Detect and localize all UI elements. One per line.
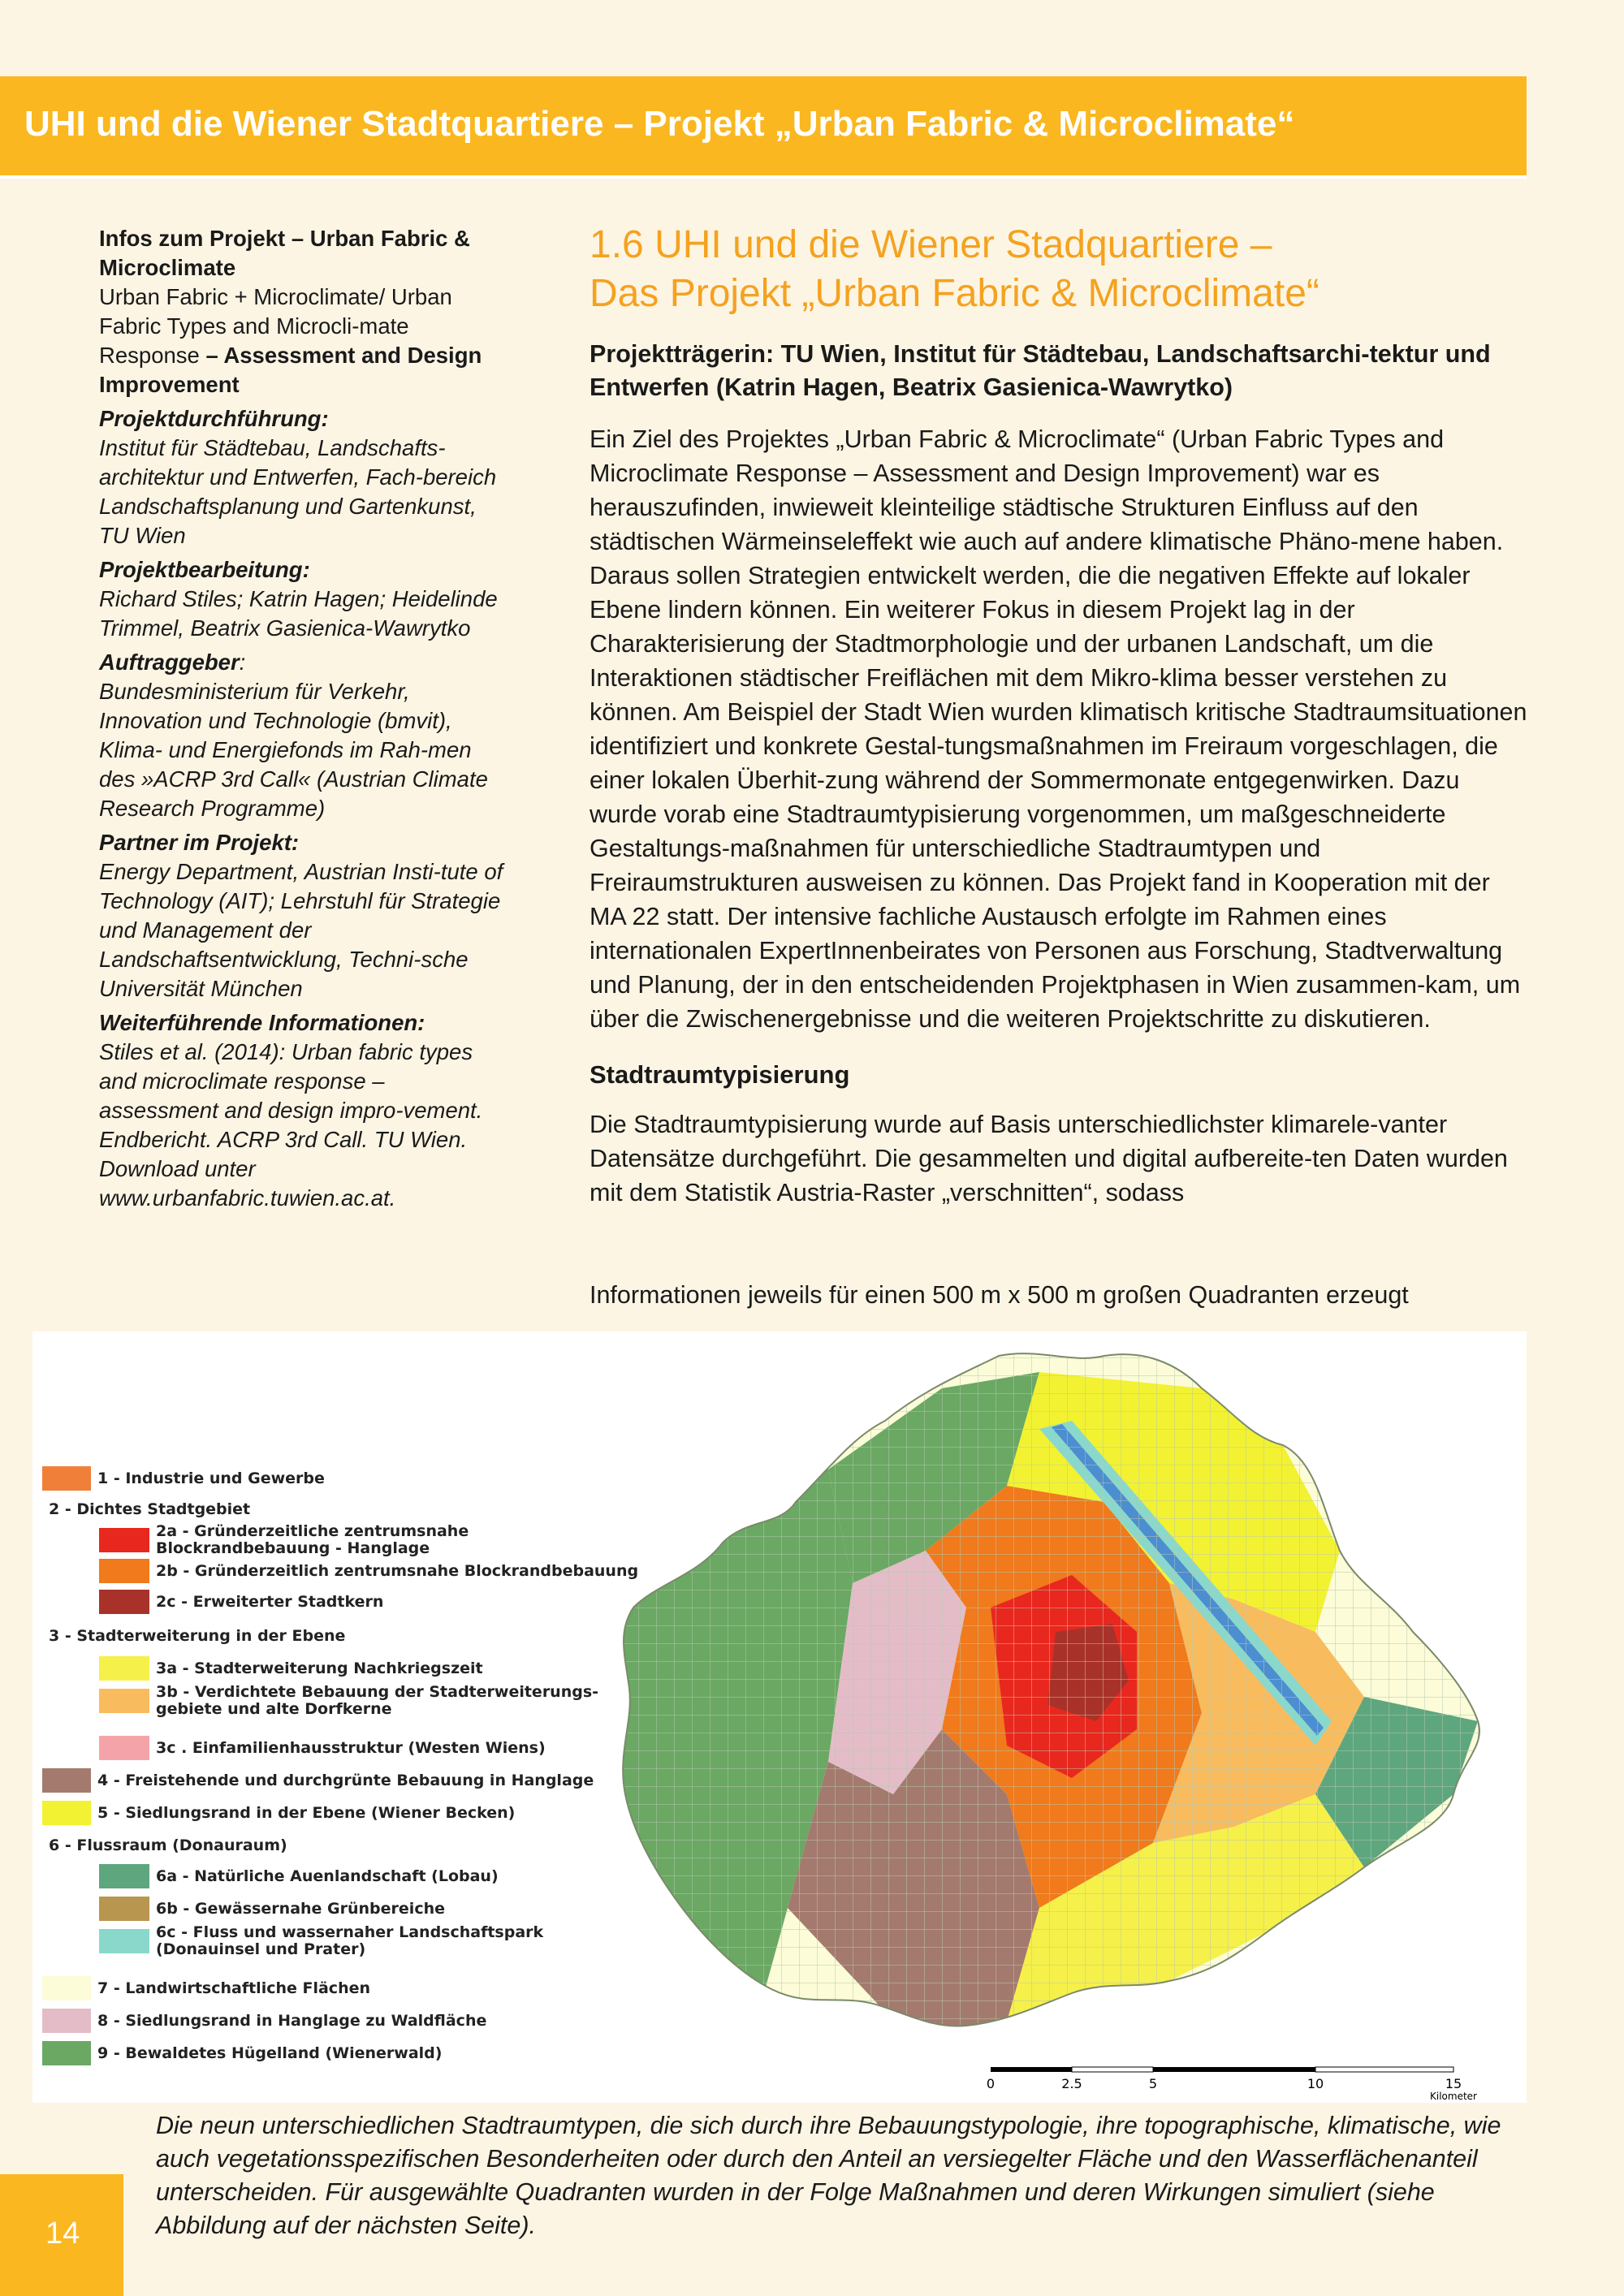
- figure-caption: Die neun unterschiedlichen Stadtraumtypen, die sich durch ihre Bebauungstypologie, ihre topographische, klimatische, wie auch vegetationsspezifischen Besonderheiten oder durch den Anteil an versiegelter Fläche und den Wasserflächenanteil unterscheiden. Für ausgewählte Quadranten wurden in der Folge Maßnahmen und deren Wirkungen simuliert (siehe Abbildung auf der nächsten Seite).: [156, 2112, 1501, 2239]
- legend-item: [42, 1832, 287, 1858]
- body-paragraph-2: Die Stadtraumtypisierung wurde auf Basis unterschiedlichster klimarele-vanter Datensätze durchgeführt. Die gesammelten und digital aufbereite-ten Daten wurden mit dem Statistik Austria-Raster „verschnitten“, sodass: [590, 1111, 1508, 1206]
- section-title: 1.6 UHI und die Wiener Stadquartiere – Das Projekt „Urban Fabric & Microclimate“: [590, 223, 1320, 315]
- legend-item: [42, 1975, 370, 2001]
- legend-item: [99, 1896, 445, 1922]
- info-staff: Richard Stiles; Katrin Hagen; Heidelinde Trimmel, Beatrix Gasienica-Wawrytko: [99, 586, 498, 641]
- subheading-stadtraumtypisierung: Stadtraumtypisierung: [590, 1060, 850, 1089]
- legend-item: [99, 1735, 546, 1761]
- info-heading-client: Auftraggeber:: [99, 650, 246, 675]
- info-heading-more: Weiterführende Informationen:: [99, 1010, 425, 1035]
- legend-item: [42, 1465, 325, 1491]
- scale-segment: [1072, 2067, 1153, 2072]
- legend-item: [42, 2008, 486, 2034]
- legend-swatch: [99, 1897, 149, 1921]
- legend-swatch: [42, 1801, 91, 1825]
- legend-swatch: [99, 1929, 149, 1953]
- legend-item: [99, 1589, 383, 1615]
- legend-item: [99, 1522, 611, 1557]
- legend-item: [99, 1683, 611, 1718]
- urban-types-map-figure: [32, 1331, 1527, 2103]
- legend-swatch: [42, 1768, 91, 1793]
- legend-label: 3a - Stadterweiterung Nachkriegszeit: [156, 1659, 483, 1677]
- legend-label: 9 - Bewaldetes Hügelland (Wienerwald): [97, 2044, 443, 2062]
- legend-label: 2c - Erweiterter Stadtkern: [156, 1592, 384, 1611]
- scale-tick-label: 0: [986, 2076, 996, 2091]
- legend-item: [99, 1923, 611, 1958]
- legend-label: 7 - Landwirtschaftliche Flächen: [97, 1979, 371, 1997]
- legend-item: [99, 1863, 499, 1889]
- legend-label: 8 - Siedlungsrand in Hanglage zu Waldfläche: [97, 2011, 487, 2030]
- legend-label: 1 - Industrie und Gewerbe: [97, 1469, 325, 1487]
- legend-label: 5 - Siedlungsrand in der Ebene (Wiener Becken): [97, 1803, 516, 1822]
- legend-swatch: [42, 1466, 91, 1491]
- legend-label: 6 - Flussraum (Donauraum): [49, 1836, 287, 1854]
- page-number: 14: [45, 2216, 80, 2251]
- legend-swatch: [99, 1736, 149, 1760]
- scale-tick-label: 10: [1307, 2076, 1324, 2091]
- map-scale-bar: [966, 2062, 1477, 2102]
- body-paragraph-2-last-line: Informationen jeweils für einen 500 m x 500 m großen Quadranten erzeugt: [590, 1281, 1409, 1309]
- scale-tick-label: 2.5: [1061, 2076, 1082, 2091]
- legend-item: [42, 1623, 345, 1649]
- legend-swatch: [99, 1656, 149, 1681]
- info-partner: Energy Department, Austrian Insti-tute of Technology (AIT); Lehrstuhl für Strategie und Management der Landschaftsentwicklung, Techni-sche Universität München: [99, 859, 503, 1001]
- legend-swatch: [42, 2041, 91, 2065]
- legend-swatch: [99, 1559, 149, 1583]
- info-heading-partner: Partner im Projekt:: [99, 830, 300, 855]
- info-heading-staff: Projektbearbeitung:: [99, 557, 310, 582]
- info-execution: Institut für Städtebau, Landschafts-architektur und Entwerfen, Fach-bereich Landschaftsplanung und Gartenkunst, TU Wien: [99, 435, 497, 548]
- statistics-grid: [585, 1340, 1527, 2054]
- scale-segment: [1315, 2067, 1453, 2072]
- legend-label: 6a - Natürliche Auenlandschaft (Lobau): [156, 1867, 499, 1885]
- scale-tick-label: 15: [1445, 2076, 1462, 2091]
- legend-item: [42, 1496, 250, 1522]
- legend-item: [42, 1800, 515, 1826]
- legend-label: 4 - Freistehende und durchgrünte Bebauung in Hanglage: [97, 1771, 594, 1789]
- header-title: UHI und die Wiener Stadtquartiere – Projekt „Urban Fabric & Microclimate“: [24, 104, 1295, 144]
- legend-item: [99, 1558, 638, 1584]
- info-client: Bundesministerium für Verkehr, Innovation und Technologie (bmvit), Klima- und Energiefonds im Rah-men des »ACRP 3rd Call« (Austrian Climate Research Programme): [99, 679, 488, 821]
- legend-item: [99, 1655, 483, 1681]
- vienna-map: [585, 1340, 1527, 2054]
- legend-label: 6c - Fluss und wassernaher Landschaftspark (Donauinsel und Prater): [156, 1923, 544, 1958]
- legend-swatch: [42, 1976, 91, 2000]
- legend-swatch: [99, 1528, 149, 1552]
- info-more: Stiles et al. (2014): Urban fabric types and microclimate response – assessment and design impro-vement. Endbericht. ACRP 3rd Call. TU Wien. Download unter www.urbanfabric.tuwien.ac.at.: [99, 1039, 483, 1211]
- scale-unit: Kilometer: [1430, 2091, 1477, 2102]
- legend-item: [42, 1767, 594, 1793]
- scale-tick-label: 5: [1148, 2076, 1158, 2091]
- project-sponsor: Projektträgerin: TU Wien, Institut für Städtebau, Landschaftsarchi-tektur und Entwerfen (Katrin Hagen, Beatrix Gasienica-Wawrytko): [590, 340, 1491, 401]
- legend-label: 3c . Einfamilienhausstruktur (Westen Wiens): [156, 1738, 546, 1757]
- legend-item: [42, 2040, 442, 2066]
- project-info-sidebar: [99, 224, 505, 1213]
- info-project-title-bold: – Assessment and Design Improvement: [99, 343, 482, 397]
- map-zones: [585, 1340, 1527, 2054]
- info-heading-execution: Projektdurchführung:: [99, 406, 329, 431]
- legend-label: 2b - Gründerzeitlich zentrumsnahe Blockrandbebauung: [156, 1561, 639, 1580]
- scale-segment: [1153, 2067, 1315, 2072]
- legend-swatch: [99, 1689, 149, 1713]
- legend-swatch: [42, 2009, 91, 2033]
- legend-swatch: [99, 1864, 149, 1888]
- info-project-title: Urban Fabric + Microclimate/ Urban Fabric Types and Microcli-mate Response – Assessment and Design Improvement: [99, 284, 482, 397]
- legend-label: 3b - Verdichtete Bebauung der Stadterweiterungs-gebiete und alte Dorfkerne: [156, 1683, 599, 1718]
- main-column: [590, 221, 1528, 1210]
- body-paragraph-1: Ein Ziel des Projektes „Urban Fabric & Microclimate“ (Urban Fabric Types and Microclimate Response – Assessment and Design Improvement) war es herauszufinden, inwieweit kleinteilige städtische Strukturen Einfluss auf den städtischen Wärmeinseleffekt wie auch auf andere klimatische Phäno-mene haben. Daraus sollen Strategien entwickelt werden, die die negativen Effekte auf lokaler Ebene lindern können. Ein weiterer Fokus in diesem Projekt lag in der Charakterisierung der Stadtmorphologie und der urbanen Landschaft, um die Interaktionen städtischer Freiflächen mit dem Mikro-klima besser verstehen zu können. Am Beispiel der Stadt Wien wurden klimatisch kritische Stadtraumsituationen identifiziert und konkrete Gestal-tungsmaßnahmen im Freiraum vorgeschlagen, die einer lokalen Überhit-zung während der Sommermonate entgegenwirken. Dazu wurde vorab eine Stadtraumtypisierung vorgenommen, um maßgeschneiderte Gestaltungs-maßnahmen für unterschiedliche Stadtraumtypen und Freiraumstrukturen ausweisen zu können. Das Projekt fand in Kooperation mit der MA 22 statt. Der intensive fachliche Austausch erfolgte im Rahmen eines internationalen ExpertInnenbeirates von Personen aus Forschung, Stadtverwaltung und Planung, der in den entscheidenden Projektphasen in Wien zusammen-kam, um über die Zwischenergebnisse und die weiteren Projektschritte zu diskutieren.: [590, 425, 1527, 1033]
- header-divider: [0, 175, 1527, 179]
- info-heading-project: Infos zum Projekt – Urban Fabric & Microclimate: [99, 226, 470, 280]
- legend-label: 3 - Stadterweiterung in der Ebene: [49, 1626, 346, 1645]
- legend-label: 2a - Gründerzeitliche zentrumsnahe Blockrandbebauung - Hanglage: [156, 1522, 469, 1557]
- scale-segment: [991, 2067, 1072, 2072]
- legend-label: 2 - Dichtes Stadtgebiet: [49, 1500, 251, 1518]
- legend-label: 6b - Gewässernahe Grünbereiche: [156, 1899, 445, 1918]
- legend-swatch: [99, 1590, 149, 1614]
